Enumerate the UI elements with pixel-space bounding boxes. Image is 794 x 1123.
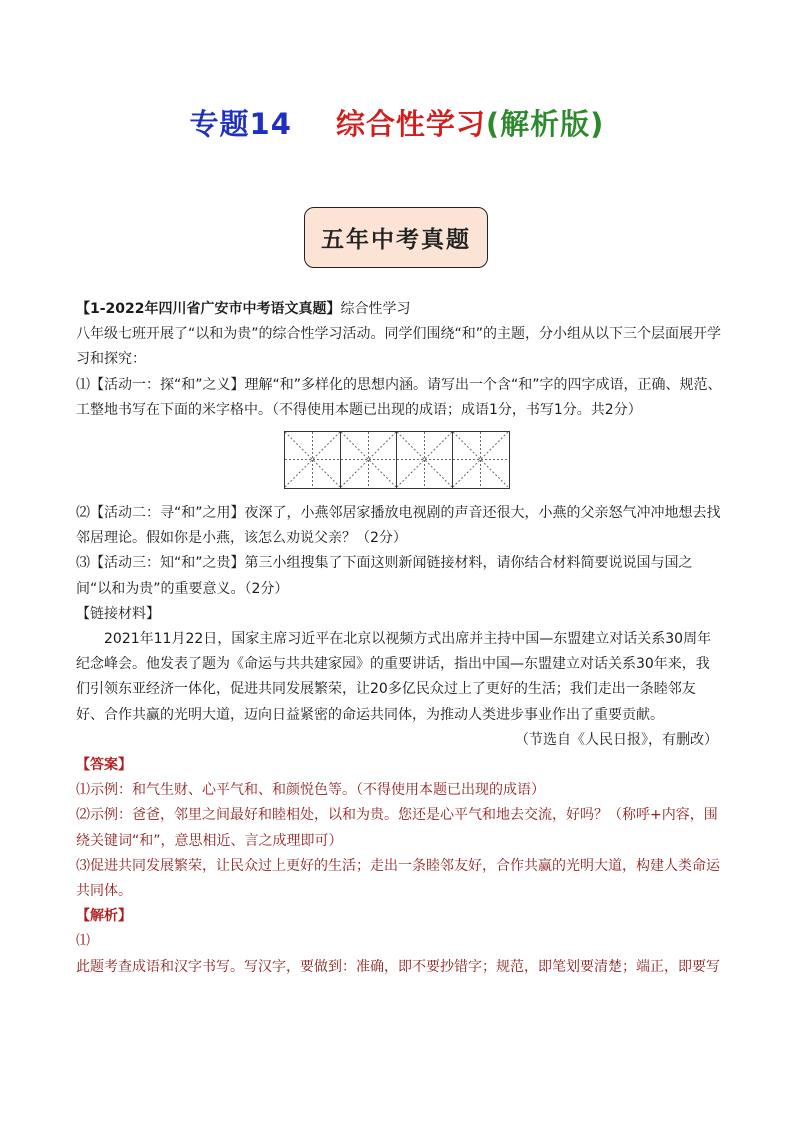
writing-grid-area <box>76 423 722 501</box>
answer-1: ⑴示例：和气生财、心平气和、和颜悦色等。（不得使用本题已出现的成语） <box>76 782 545 799</box>
analysis-text: 此题考查成语和汉字书写。写汉字，要做到：准确，即不要抄错字；规范，即笔划要清楚；端正，即要写 <box>76 958 720 975</box>
mi-grid-cell <box>341 432 397 488</box>
title-topic-number: 专题14 <box>189 107 292 141</box>
mi-character-grid <box>284 431 510 489</box>
material-source: （节选自《人民日报》，有删改） <box>515 731 718 748</box>
mi-grid-cell <box>453 432 509 488</box>
document-title <box>0 102 794 143</box>
question-header <box>76 297 722 322</box>
answer-3: ⑶促进共同发展繁荣，让民众过上更好的生活；走出一条睦邻友好，合作共赢的光明大道，构建人类命运共同体。 <box>76 857 720 900</box>
title-edition: (解析版) <box>485 107 605 141</box>
question-1: ⑴【活动一：探“和”之义】理解“和”多样化的思想内涵。请写出一个含“和”字的四字成语，正确、规范、工整地书写在下面的米字格中。（不得使用本题已出现的成语；成语1分，书写1分。共2分） <box>76 376 722 418</box>
section-label: 五年中考真题 <box>321 226 471 253</box>
mi-grid-cell <box>397 432 453 488</box>
question-type: 综合性学习 <box>340 301 411 317</box>
analysis-heading: 【解析】 <box>76 908 132 925</box>
question-2: ⑵【活动二：寻“和”之用】夜深了，小燕邻居家播放电视剧的声音还很大，小燕的父亲怒气冲冲地想去找邻居理论。假如你是小燕，该怎么劝说父亲？（2分） <box>76 505 721 547</box>
title-topic-name: 综合性学习 <box>335 107 486 141</box>
question-source: 【1-2022年四川省广安市中考语文真题】 <box>76 301 341 317</box>
question-3: ⑶【活动三：知“和”之贵】第三小组搜集了下面这则新闻链接材料，请你结合材料简要说说国与国之间“以和为贵”的重要意义。（2分） <box>76 555 693 597</box>
material-heading: 【链接材料】 <box>76 605 160 622</box>
answer-heading: 【答案】 <box>76 757 132 774</box>
section-label-box <box>304 207 488 268</box>
mi-grid-cell <box>285 432 341 488</box>
material-text: 2021年11月22日，国家主席习近平在北京以视频方式出席并主持中国—东盟建立对话关系30周年纪念峰会。他发表了题为《命运与共共建家园》的重要讲话，指出中国—东盟建立对话关系30年来，我们引领东亚经济一体化，促进共同发展繁荣，让20多亿民众过上了更好的生活；我们走出一条睦邻友好、合作共赢的光明大道，迈向日益紧密的命运共同体，为推动人类进步事业作出了重要贡献。 <box>76 631 712 723</box>
analysis-number-1: ⑴ <box>76 933 90 950</box>
document-content <box>76 297 722 980</box>
answer-2: ⑵示例：爸爸，邻里之间最好和睦相处，以和为贵。您还是心平气和地去交流，好吗？（称呼+内容，围绕关键词“和”，意思相近、言之成理即可） <box>76 807 718 849</box>
question-intro: 八年级七班开展了“以和为贵”的综合性学习活动。同学们围绕“和”的主题，分小组从以下三个层面展开学习和探究： <box>76 326 722 368</box>
